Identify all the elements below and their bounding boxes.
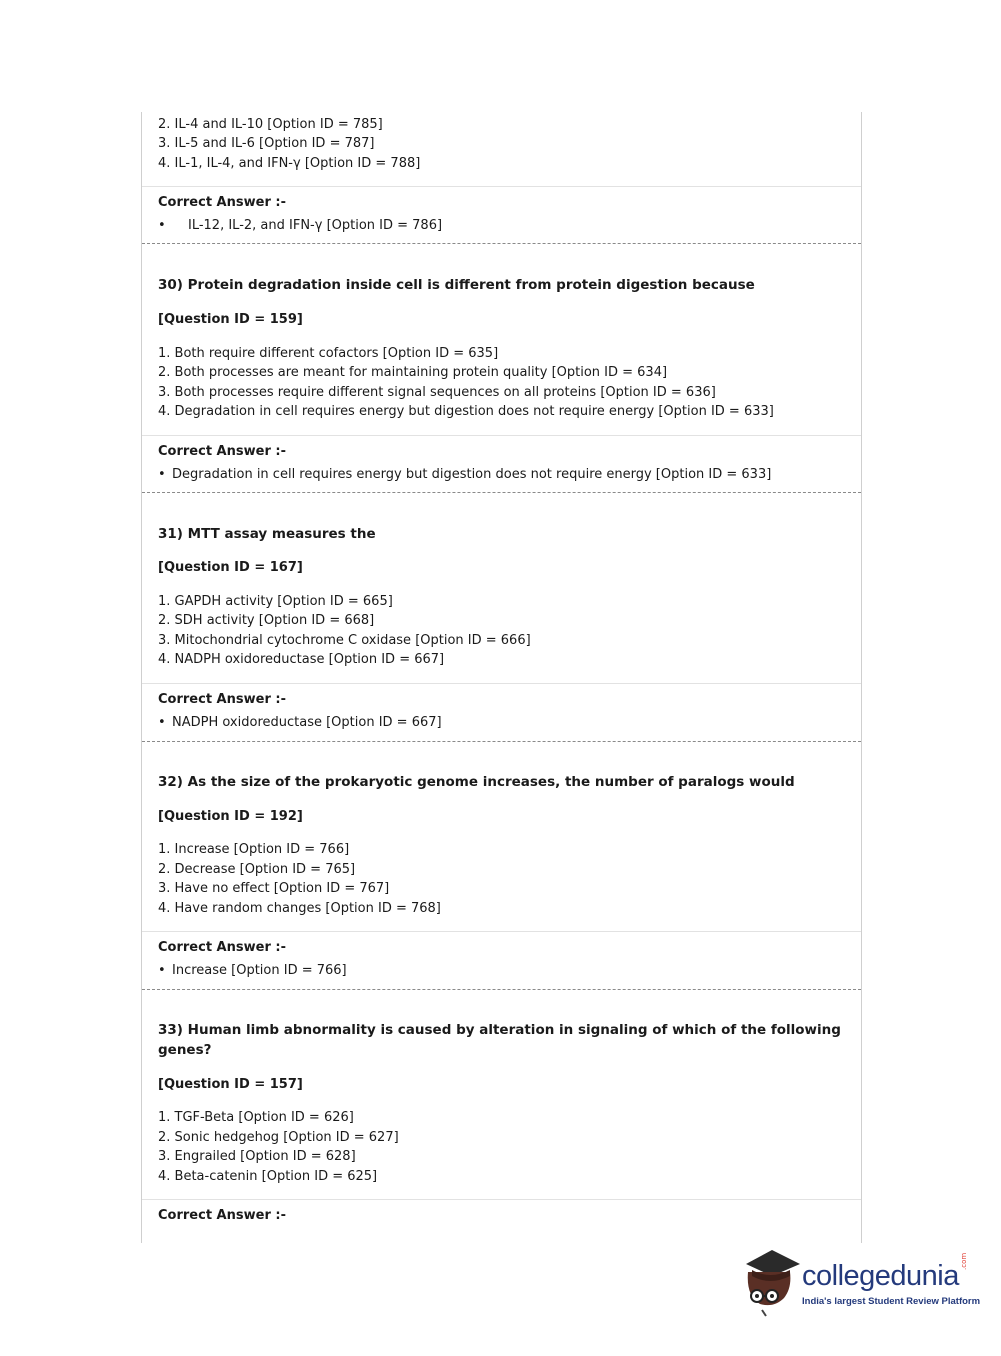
option-line: 2. Decrease [Option ID = 765] bbox=[158, 862, 356, 877]
option-line: 2. Both processes are meant for maintaining protein quality [Option ID = 634] bbox=[158, 365, 668, 380]
question-separator bbox=[142, 243, 861, 244]
option-line: 2. SDH activity [Option ID = 668] bbox=[158, 613, 375, 628]
question-title: 30) Protein degradation inside cell is different from protein digestion because bbox=[158, 277, 755, 293]
option-line: 4. Beta-catenin [Option ID = 625] bbox=[158, 1169, 378, 1184]
section-divider bbox=[142, 1199, 861, 1200]
question-id: [Question ID = 167] bbox=[158, 560, 303, 575]
option-line: 1. TGF-Beta [Option ID = 626] bbox=[158, 1110, 354, 1125]
correct-answer: • Increase [Option ID = 766] bbox=[158, 963, 347, 978]
correct-answer: • Degradation in cell requires energy but digestion does not require energy [Option ID = 633] bbox=[158, 467, 772, 482]
question-id: [Question ID = 192] bbox=[158, 809, 303, 824]
question-separator bbox=[142, 741, 861, 742]
bullet-icon: • bbox=[158, 218, 166, 233]
option-line: 3. Both processes require different signal sequences on all proteins [Option ID = 636] bbox=[158, 385, 716, 400]
correct-answer-label: Correct Answer :- bbox=[158, 692, 286, 707]
bullet-icon: • bbox=[158, 715, 166, 730]
question-separator bbox=[142, 989, 861, 990]
section-divider bbox=[142, 435, 861, 436]
question-paper-frame bbox=[141, 112, 862, 1243]
question-title-continued: genes? bbox=[158, 1042, 212, 1058]
correct-answer-label: Correct Answer :- bbox=[158, 444, 286, 459]
option-line: 4. Degradation in cell requires energy but digestion does not require energy [Option ID = 633] bbox=[158, 404, 774, 419]
question-separator bbox=[142, 492, 861, 493]
section-divider bbox=[142, 931, 861, 932]
option-line: 3. Engrailed [Option ID = 628] bbox=[158, 1149, 356, 1164]
correct-answer: • IL-12, IL-2, and IFN-γ [Option ID = 786] bbox=[158, 218, 443, 233]
logo-wordmark: collegedunia bbox=[802, 1260, 959, 1292]
section-divider bbox=[142, 683, 861, 684]
option-line: 2. IL-4 and IL-10 [Option ID = 785] bbox=[158, 117, 383, 132]
correct-answer: • NADPH oxidoreductase [Option ID = 667] bbox=[158, 715, 442, 730]
collegedunia-logo[interactable] bbox=[740, 1246, 981, 1318]
option-line: 4. Have random changes [Option ID = 768] bbox=[158, 901, 441, 916]
question-title: 33) Human limb abnormality is caused by alteration in signaling of which of the following bbox=[158, 1022, 841, 1038]
correct-answer-label: Correct Answer :- bbox=[158, 195, 286, 210]
bullet-icon: • bbox=[158, 963, 166, 978]
logo-tagline: India's largest Student Review Platform bbox=[802, 1296, 981, 1307]
option-line: 3. IL-5 and IL-6 [Option ID = 787] bbox=[158, 136, 375, 151]
option-line: 3. Mitochondrial cytochrome C oxidase [Option ID = 666] bbox=[158, 633, 531, 648]
section-divider bbox=[142, 186, 861, 187]
option-line: 4. IL-1, IL-4, and IFN-γ [Option ID = 788] bbox=[158, 156, 421, 171]
option-line: 4. NADPH oxidoreductase [Option ID = 667] bbox=[158, 652, 445, 667]
correct-answer-label: Correct Answer :- bbox=[158, 1208, 286, 1223]
option-line: 1. GAPDH activity [Option ID = 665] bbox=[158, 594, 393, 609]
logo-domain: .com bbox=[960, 1252, 968, 1270]
question-title: 32) As the size of the prokaryotic genome increases, the number of paralogs would bbox=[158, 774, 795, 790]
option-line: 2. Sonic hedgehog [Option ID = 627] bbox=[158, 1130, 399, 1145]
mascot-icon bbox=[740, 1246, 804, 1318]
question-title: 31) MTT assay measures the bbox=[158, 526, 376, 542]
correct-answer-label: Correct Answer :- bbox=[158, 940, 286, 955]
option-line: 1. Both require different cofactors [Option ID = 635] bbox=[158, 346, 499, 361]
bullet-icon: • bbox=[158, 467, 166, 482]
question-id: [Question ID = 159] bbox=[158, 312, 303, 327]
option-line: 1. Increase [Option ID = 766] bbox=[158, 842, 350, 857]
question-id: [Question ID = 157] bbox=[158, 1077, 303, 1092]
option-line: 3. Have no effect [Option ID = 767] bbox=[158, 881, 390, 896]
